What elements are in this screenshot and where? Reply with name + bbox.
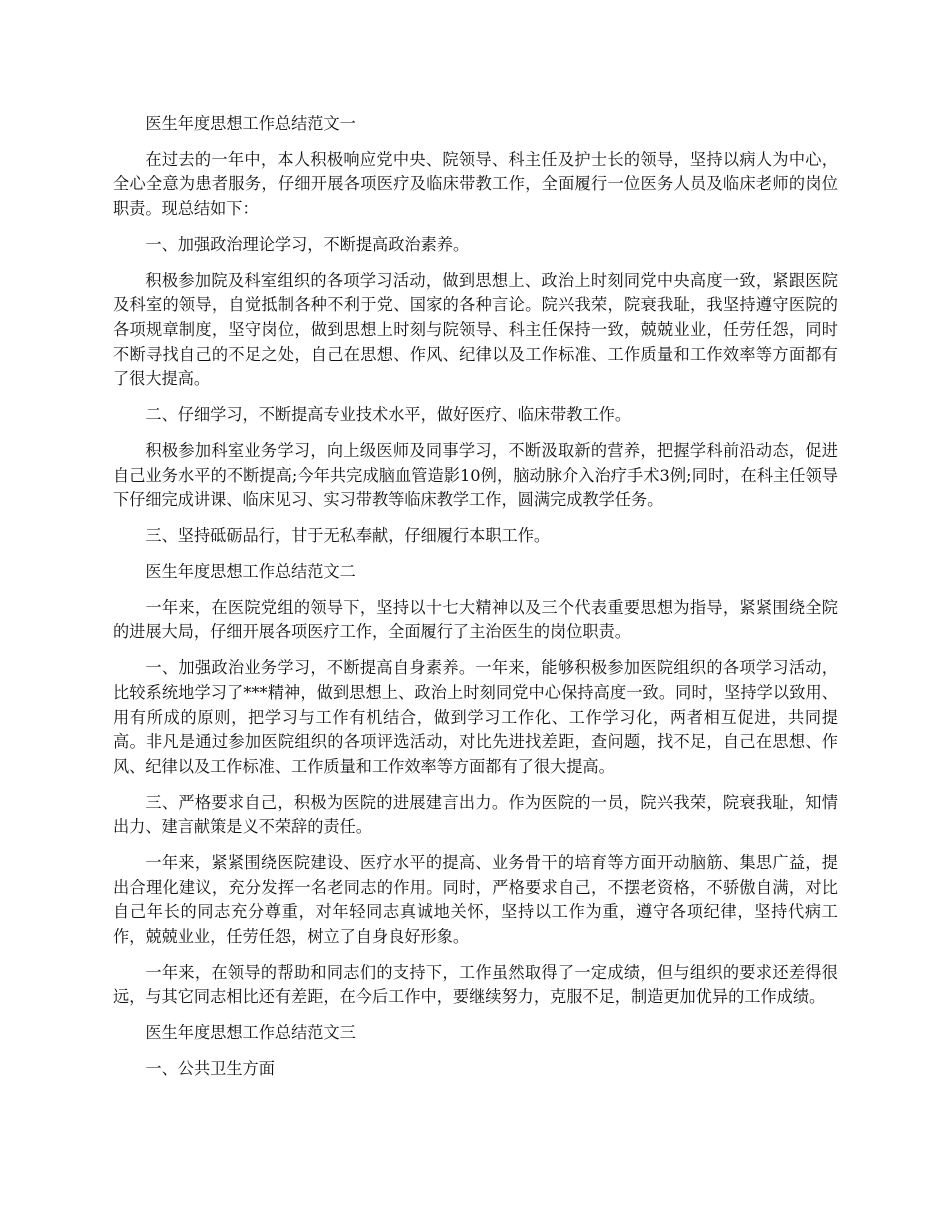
section-title-3: 医生年度思想工作总结范文三	[145, 1023, 356, 1043]
heading-professional-skills: 二、仔细学习，不断提高专业技术水平，做好医疗、临床带教工作。	[145, 405, 632, 425]
section-title-1: 医生年度思想工作总结范文一	[145, 114, 356, 133]
body-paragraph-strict-requirements: 三、严格要求自己，积极为医院的进展建言出力。作为医院的一员，院兴我荣，院衰我耻，知情出力、建言献策是义不荣辞的责任。	[113, 792, 838, 837]
document-page	[113, 112, 838, 1093]
body-paragraph-conclusion: 一年来，在领导的帮助和同志们的支持下，工作虽然取得了一定成绩，但与组织的要求还差得很远，与其它同志相比还有差距，在今后工作中，要继续努力，克服不足，制造更加优异的工作成绩。	[113, 962, 838, 1007]
body-paragraph-professional-skills: 积极参加科室业务学习，向上级医师及同事学习，不断汲取新的营养，把握学科前沿动态，促进自己业务水平的不断提高;今年共完成脑血管造影10例，脑动脉介入治疗手术3例;同时，在科主任领导下仔细完成讲课、临床见习、实习带教等临床教学工作，圆满完成教学任务。	[113, 441, 838, 510]
body-paragraph-political-business: 一、加强政治业务学习，不断提高自身素养。一年来，能够积极参加医院组织的各项学习活动，比较系统地学习了***精神，做到思想上、政治上时刻同党中心保持高度一致。同时，坚持学以致用、用有所成的原则，把学习与工作有机结合，做到学习工作化、工作学习化，两者相互促进，共同提高。非凡是通过参加医院组织的各项评选活动，对比先进找差距，查问题，找不足，自己在思想、作风、纪律以及工作标准、工作质量和工作效率等方面都有了很大提高。	[113, 658, 838, 776]
heading-political-study: 一、加强政治理论学习，不断提高政治素养。	[145, 234, 470, 254]
body-paragraph-hospital-building: 一年来，紧紧围绕医院建设、医疗水平的提高、业务骨干的培育等方面开动脑筋、集思广益，提出合理化建议，充分发挥一名老同志的作用。同时，严格要求自己，不摆老资格，不骄傲自满，对比自己年长的同志充分尊重，对年轻同志真诚地关怀，坚持以工作为重，遵守各项纪律，坚持代病工作，兢兢业业，任劳任怨，树立了自身良好形象。	[113, 853, 838, 946]
section-title-2: 医生年度思想工作总结范文二	[145, 561, 356, 581]
heading-conduct: 三、坚持砥砺品行，甘于无私奉献，仔细履行本职工作。	[145, 526, 551, 546]
heading-public-health: 一、公共卫生方面	[145, 1059, 275, 1079]
intro-paragraph-2: 一年来，在医院党组的领导下，坚持以十七大精神以及三个代表重要思想为指导，紧紧围绕全院的进展大局，仔细开展各项医疗工作，全面履行了主治医生的岗位职责。	[113, 597, 838, 642]
intro-paragraph-1: 在过去的一年中，本人积极响应党中央、院领导、科主任及护士长的领导，坚持以病人为中心，全心全意为患者服务，仔细开展各项医疗及临床带教工作，全面履行一位医务人员及临床老师的岗位职责。现总结如下：	[113, 149, 838, 219]
body-paragraph-political-study: 积极参加院及科室组织的各项学习活动，做到思想上、政治上时刻同党中央高度一致，紧跟医院及科室的领导，自觉抵制各种不利于党、国家的各种言论。院兴我荣，院衰我耻，我坚持遵守医院的各项规章制度，坚守岗位，做到思想上时刻与院领导、科主任保持一致，兢兢业业，任劳任怨，同时不断寻找自己的不足之处，自己在思想、作风、纪律以及工作标准、工作质量和工作效率等方面都有了很大提高。	[113, 270, 838, 389]
